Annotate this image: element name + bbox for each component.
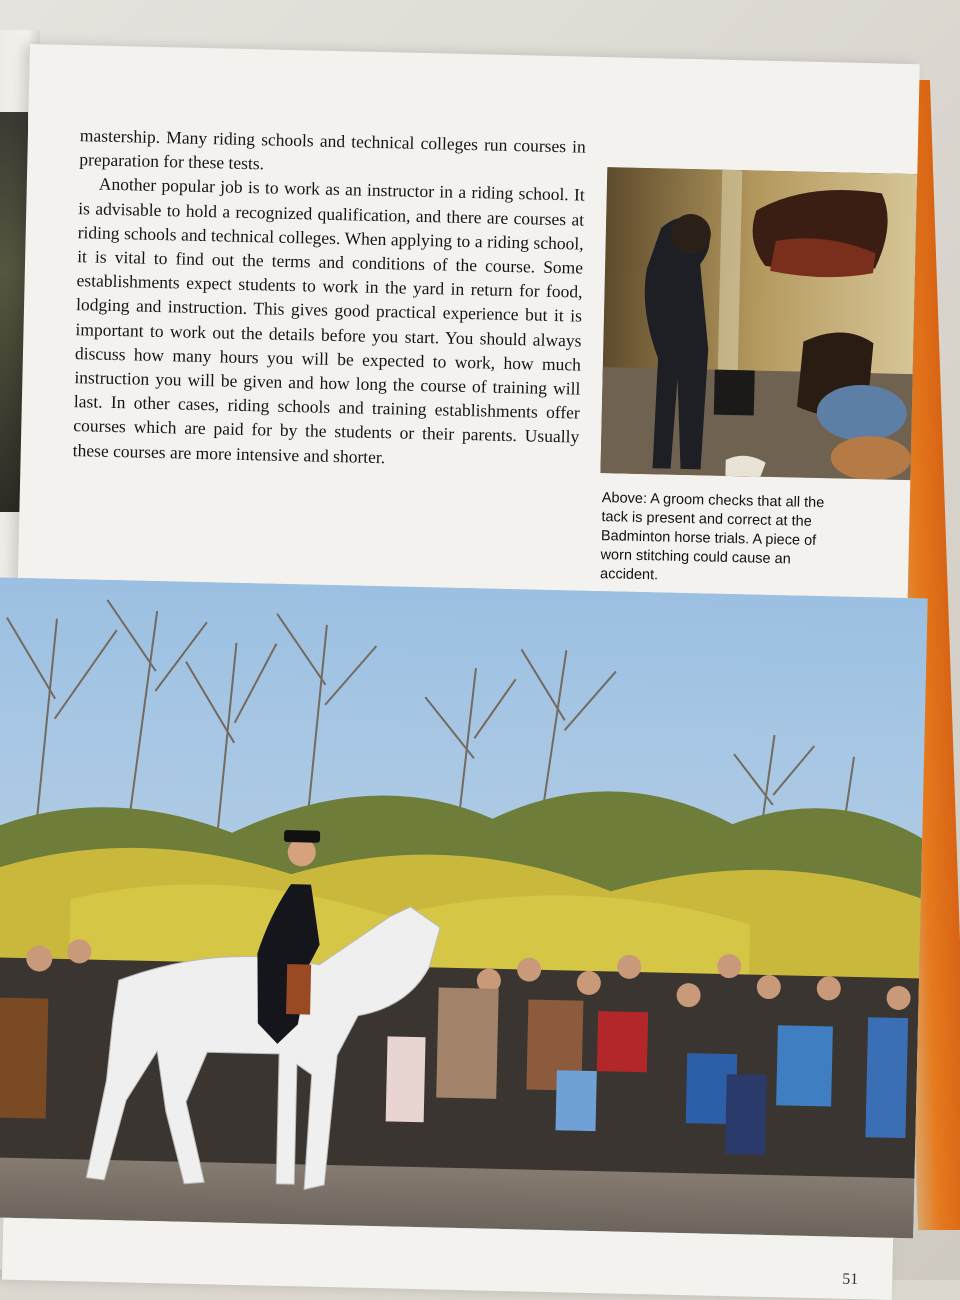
paragraph-2: Another popular job is to work as an instructor in a riding school. It is advisable to hold a recognized qualification, and there are courses at riding schools and technical colleges. When applying to a riding school, it is vital to find out the terms and conditions of the course. Some establishments expect students to work in the yard in return for food, lodging and instruction. This gives good practical experience but it is important to work out the details before you start. You should always discuss how many hours you will be expected to work, how much instruction you will be given and how long the course of training will last. In other cases, riding schools and training establishments offer courses which are paid for by the students or their parents. Usually these courses are more intensive and shorter.	[72, 174, 585, 467]
paragraph-1: mastership. Many riding schools and technical colleges run courses in preparation for these tests.	[79, 125, 587, 174]
body-text	[73, 123, 587, 473]
book-page	[2, 44, 920, 1300]
mounted-police-photo	[0, 577, 928, 1238]
photo-caption: Above: A groom checks that all the tack is present and correct at the Badminton horse trials. A piece of worn stitching could cause an accident.	[599, 490, 825, 584]
groom-tack-photo	[600, 167, 917, 480]
page-number: 51	[841, 1270, 859, 1289]
